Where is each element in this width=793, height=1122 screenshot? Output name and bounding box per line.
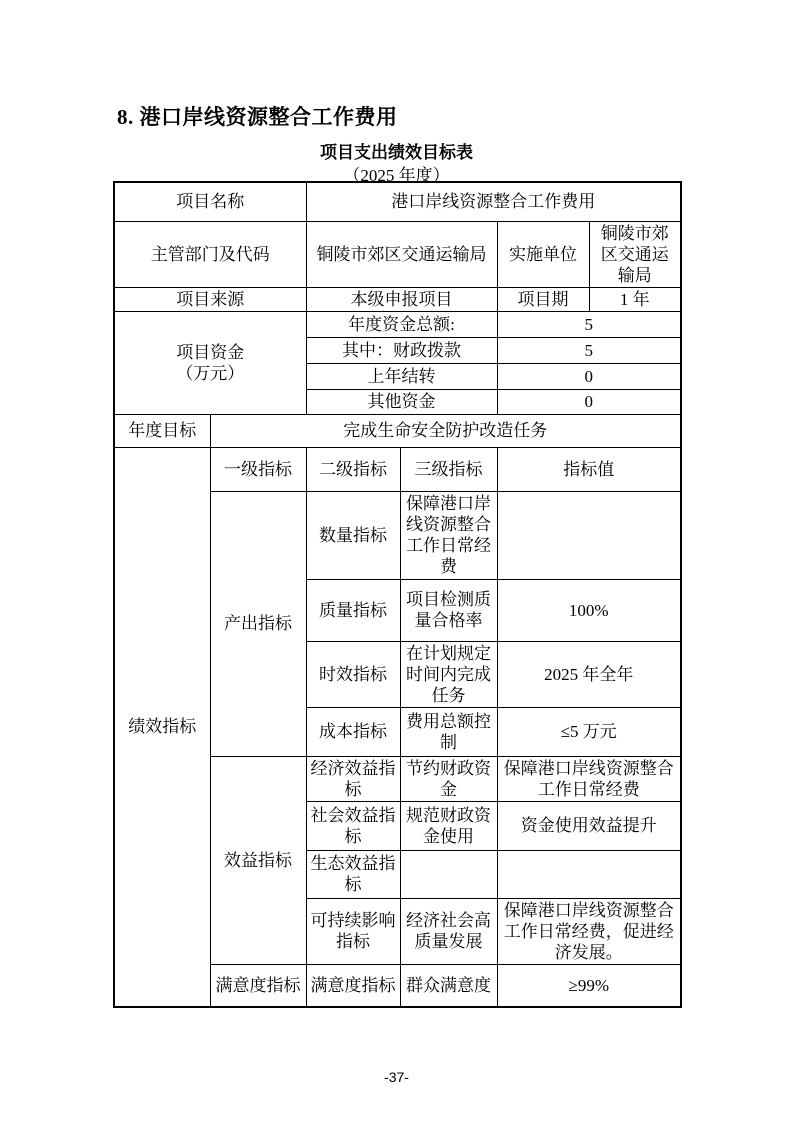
performance-target-table [113, 181, 682, 1008]
indicator-value: 100% [497, 579, 681, 641]
performance-label: 绩效指标 [114, 447, 210, 1007]
indicator-value: 保障港口岸线资源整合工作日常经费 [497, 756, 681, 801]
indicator-value [497, 850, 681, 898]
indicator-level2: 生态效益指标 [306, 850, 400, 898]
project-period-value: 1 年 [589, 287, 681, 311]
department-value: 铜陵市郊区交通运输局 [306, 221, 497, 287]
group-benefit-label: 效益指标 [210, 756, 306, 964]
table-row [114, 221, 681, 287]
project-source-value: 本级申报项目 [306, 287, 497, 311]
indicator-level3: 经济社会高质量发展 [400, 898, 497, 964]
table-title: 项目支出绩效目标表 [320, 143, 473, 162]
project-source-label: 项目来源 [114, 287, 306, 311]
table-row [114, 287, 681, 311]
indicator-level3: 规范财政资金使用 [400, 801, 497, 850]
funds-fiscal-label: 其中：财政拨款 [306, 337, 497, 363]
funds-fiscal-value: 5 [497, 337, 681, 363]
indicator-value: 保障港口岸线资源整合工作日常经费，促进经济发展。 [497, 898, 681, 964]
annual-goal-value: 完成生命安全防护改造任务 [210, 414, 681, 447]
group-satisfaction-label: 满意度指标 [210, 964, 306, 1007]
indicator-level3 [400, 850, 497, 898]
indicator-level2: 满意度指标 [306, 964, 400, 1007]
annual-goal-label: 年度目标 [114, 414, 210, 447]
indicator-level2: 社会效益指标 [306, 801, 400, 850]
indicator-level2: 质量指标 [306, 579, 400, 641]
section-heading: 8. 港口岸线资源整合工作费用 [117, 105, 398, 129]
project-name-value: 港口岸线资源整合工作费用 [306, 182, 681, 221]
implementing-unit-value: 铜陵市郊区交通运输局 [589, 221, 681, 287]
header-value: 指标值 [497, 447, 681, 491]
indicator-level2: 可持续影响指标 [306, 898, 400, 964]
indicator-level3: 保障港口岸线资源整合工作日常经费 [400, 491, 497, 579]
department-label: 主管部门及代码 [114, 221, 306, 287]
indicator-value: ≥99% [497, 964, 681, 1007]
header-level2: 二级指标 [306, 447, 400, 491]
project-funds-label [114, 311, 306, 414]
indicator-level3: 费用总额控制 [400, 707, 497, 756]
indicator-level3: 项目检测质量合格率 [400, 579, 497, 641]
header-level3: 三级指标 [400, 447, 497, 491]
project-period-label: 项目期 [497, 287, 589, 311]
indicator-level2: 成本指标 [306, 707, 400, 756]
implementing-unit-label: 实施单位 [497, 221, 589, 287]
project-funds-label-line2: （万元） [176, 363, 245, 383]
table-subtitle: （2025 年度） [343, 166, 450, 185]
header-level1: 一级指标 [210, 447, 306, 491]
funds-other-value: 0 [497, 389, 681, 414]
indicator-level2: 数量指标 [306, 491, 400, 579]
indicator-value: 资金使用效益提升 [497, 801, 681, 850]
funds-carryover-value: 0 [497, 363, 681, 389]
indicator-value: 2025 年全年 [497, 641, 681, 707]
funds-other-label: 其他资金 [306, 389, 497, 414]
table-row [114, 414, 681, 447]
project-funds-label-line1: 项目资金 [176, 342, 245, 362]
indicator-level3: 群众满意度 [400, 964, 497, 1007]
indicator-value [497, 491, 681, 579]
funds-total-value: 5 [497, 311, 681, 337]
indicator-level3: 在计划规定时间内完成任务 [400, 641, 497, 707]
indicator-level2: 经济效益指标 [306, 756, 400, 801]
group-output-label: 产出指标 [210, 491, 306, 756]
page-number: -37- [384, 1069, 409, 1085]
funds-carryover-label: 上年结转 [306, 363, 497, 389]
funds-total-label: 年度资金总额: [306, 311, 497, 337]
table-row [114, 447, 681, 491]
indicator-level2: 时效指标 [306, 641, 400, 707]
table-row [114, 182, 681, 221]
indicator-value: ≤5 万元 [497, 707, 681, 756]
table-row [114, 311, 681, 337]
indicator-level3: 节约财政资金 [400, 756, 497, 801]
project-name-label: 项目名称 [114, 182, 306, 221]
